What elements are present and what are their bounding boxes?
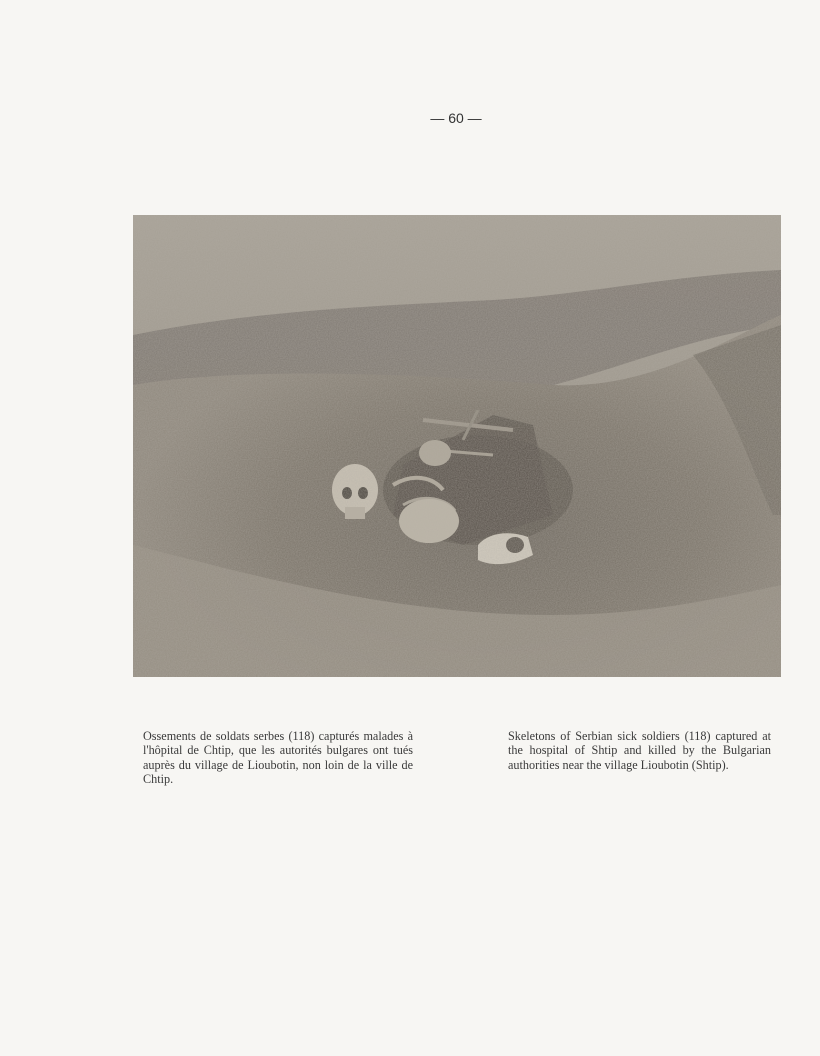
photo-image	[133, 215, 781, 677]
caption-english: Skeletons of Serbian sick soldiers (118) captured at the hospital of Shtip and killed by the Bulgarian authorities near the village Lioubotin (Shtip).	[508, 729, 771, 772]
caption-french: Ossements de soldats serbes (118) capturés malades à l'hôpital de Chtip, que les autorités bulgares ont tués auprès du village de Lioubotin, non loin de la ville de Chtip.	[143, 729, 413, 787]
page-number: — 60 —	[430, 110, 482, 126]
photo-mass-grave	[133, 215, 781, 677]
